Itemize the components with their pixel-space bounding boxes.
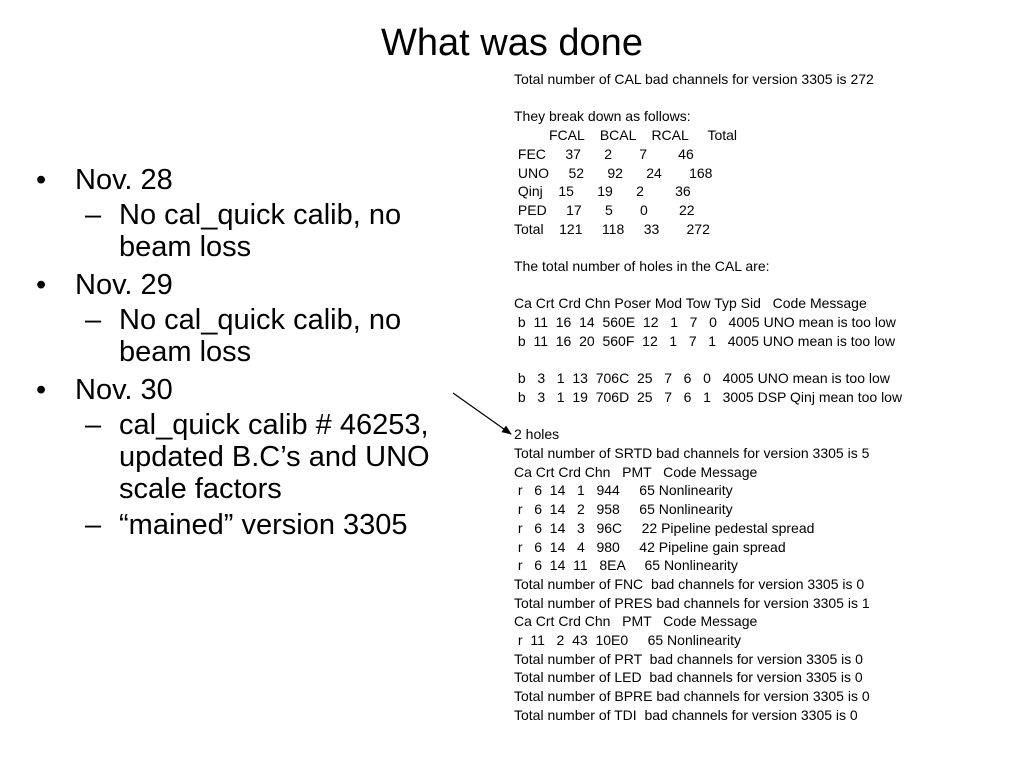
report-line: r 6 14 11 8EA 65 Nonlinearity [514, 557, 738, 574]
report-line: Total number of BPRE bad channels for version 3305 is 0 [514, 688, 870, 705]
report-line: r 6 14 2 958 65 Nonlinearity [514, 501, 733, 518]
sub-bullet-marker: – [85, 304, 102, 336]
sub-bullet-text: “mained” version 3305 [119, 509, 408, 541]
report-line: Total number of PRES bad channels for version 3305 is 1 [514, 594, 870, 611]
sub-bullet-marker: – [85, 199, 102, 231]
bullet-text: Nov. 28 [75, 164, 173, 196]
sub-bullet-marker: – [85, 409, 102, 441]
bullet-text: Nov. 29 [75, 269, 173, 301]
report-line: Total number of SRTD bad channels for version 3305 is 5 [514, 444, 870, 461]
report-line: Total number of FNC bad channels for version 3305 is 0 [514, 575, 865, 592]
report-line: Total number of PRT bad channels for version 3305 is 0 [514, 650, 863, 667]
report-line: Total 121 118 33 272 [514, 220, 710, 237]
report-line: The total number of holes in the CAL are: [514, 258, 770, 274]
report-line: b 3 1 19 706D 25 7 6 1 3005 DSP Qinj mean too low [514, 388, 903, 405]
report-line: r 6 14 3 96C 22 Pipeline pedestal spread [514, 519, 815, 536]
report-line: Total number of CAL bad channels for version 3305 is 272 [514, 71, 874, 87]
report-line: UNO 52 92 24 168 [514, 164, 713, 181]
report-line: b 3 1 13 706C 25 7 6 0 4005 UNO mean is too low [514, 370, 890, 387]
bullet-marker: • [36, 164, 47, 196]
report-line: Total number of LED bad channels for version 3305 is 0 [514, 669, 863, 686]
slide-title: What was done [381, 22, 643, 64]
report-line: They break down as follows: [514, 108, 691, 125]
report-line: Ca Crt Crd Chn PMT Code Message [514, 613, 758, 630]
sub-bullet-text: No cal_quick calib, no beam loss [119, 199, 402, 263]
report-line: Ca Crt Crd Chn PMT Code Message [514, 463, 758, 480]
bullet-marker: • [36, 269, 47, 301]
report-line: Qinj 15 19 2 36 [514, 183, 691, 200]
report-line: r 6 14 1 944 65 Nonlinearity [514, 482, 733, 499]
report-line: Ca Crt Crd Chn Poser Mod Tow Typ Sid Code Message [514, 295, 867, 312]
report-line: Total number of TDI bad channels for version 3305 is 0 [514, 706, 858, 723]
report-line: r 11 2 43 10E0 65 Nonlinearity [514, 632, 741, 649]
sub-bullet-text: No cal_quick calib, no beam loss [119, 304, 402, 368]
report-line: FCAL BCAL RCAL Total [514, 127, 738, 144]
sub-bullet-text: cal_quick calib # 46253, updated B.C’s and UNO scale factors [119, 409, 430, 505]
arrow-line [453, 393, 511, 434]
bullet-marker: • [36, 374, 47, 406]
sub-bullet-marker: – [85, 509, 102, 541]
report-line: b 11 16 20 560F 12 1 7 1 4005 UNO mean is too low [514, 332, 896, 349]
report-line: r 6 14 4 980 42 Pipeline gain spread [514, 538, 786, 555]
report-line: b 11 16 14 560E 12 1 7 0 4005 UNO mean is too low [514, 314, 896, 331]
report-line: FEC 37 2 7 46 [514, 145, 694, 162]
bullet-text: Nov. 30 [75, 374, 173, 406]
report-line: PED 17 5 0 22 [514, 201, 695, 218]
report-line: 2 holes [514, 426, 560, 443]
